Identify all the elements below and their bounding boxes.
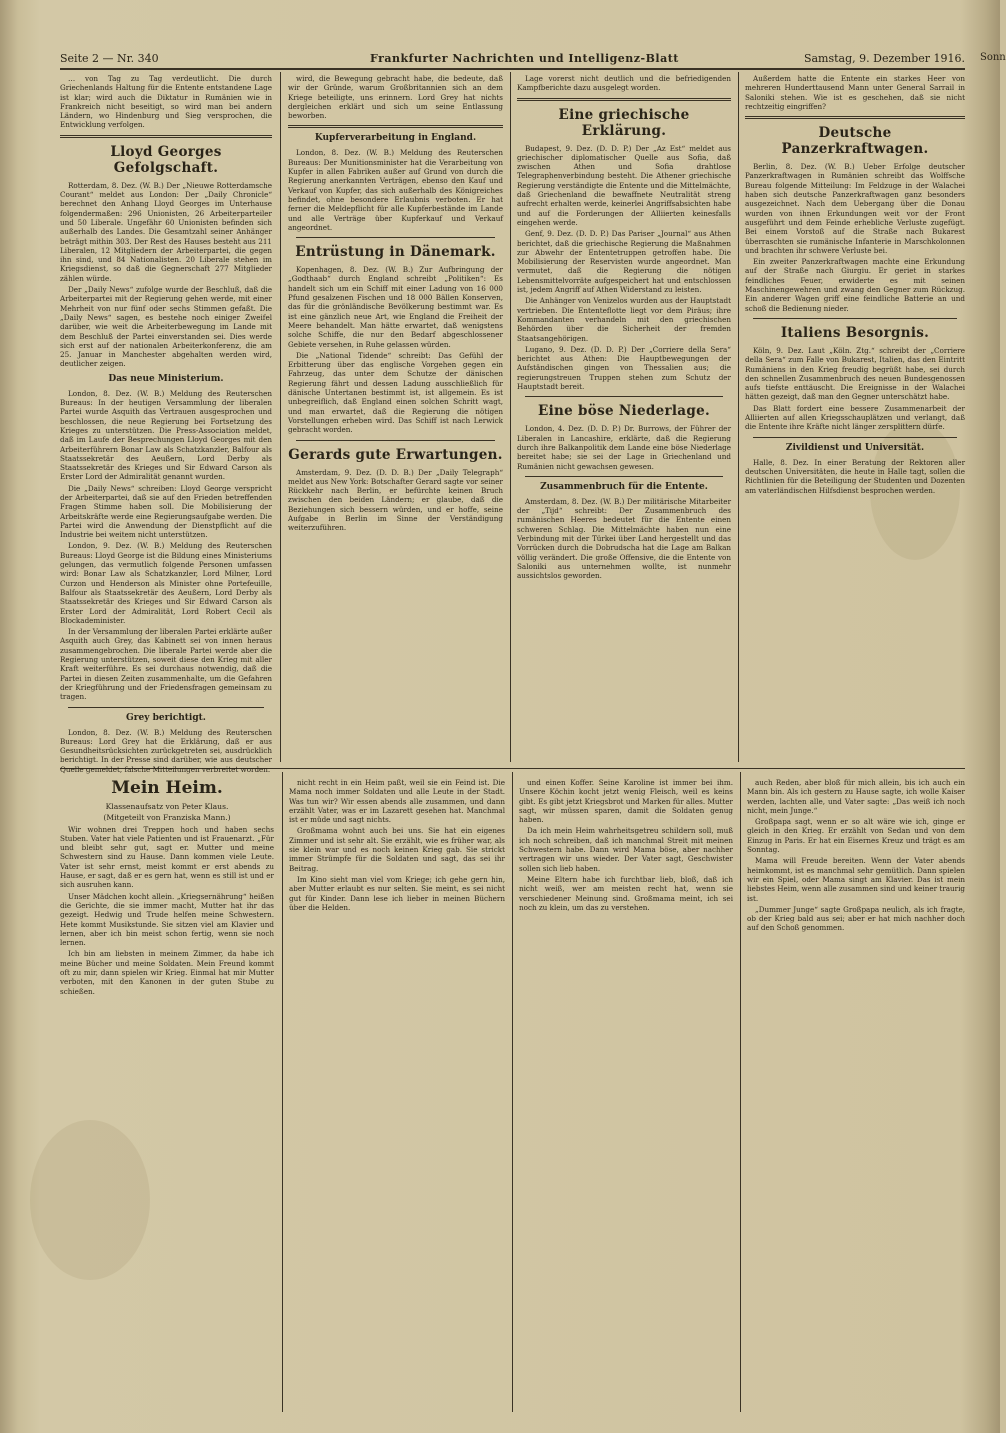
divider (296, 440, 495, 441)
article-text: London, 8. Dez. (W. B.) Meldung des Reuterschen Bureaus: In der heutigen Versammlung der liberalen Partei wurde Asquith das Vertrauen ausgesprochen und beschlossen, die neue Regierung bei Fortsetzung des Krieges zu unterstützen. Die Press-Association meldet, daß im Laufe der Besprechungen Lloyd Georges mit den Arbeiterführern Bonar Law als Schatzkanzler, Balfour als Staatssekretär des Aeußern, Lord Derby als Staatssekretär des Krieges und Sir Edward Carson als Erster Lord der Admiralität genannt wurden. (60, 388, 272, 482)
divider (525, 476, 723, 477)
story-text: auch Reden, aber bloß für mich allein, bis ich auch ein Mann bin. Als ich gestern zu Hause sagte, ich wolle Kaiser werden, lachten alle, und Vater sagte: „Das weiß ich noch nicht, mein Junge.“ (747, 778, 965, 815)
article-text: Rotterdam, 8. Dez. (W. B.) Der „Nieuwe Rotterdamsche Courant“ meldet aus London: Der „Daily Chronicle“ berechnet den Anhang Lloyd Georges im Unterhause folgendermaßen: 296 Unionisten, 26 Arbeiterparteiler und 50 Liberale. Ungefähr 60 Unionisten befinden sich außerhalb des Landes. Die Gesamtzahl seiner Anhänger beträgt mithin 303. Der Rest des Hauses besteht aus 211 Liberalen, 12 Mitgliedern der Arbeiterpartei, die gegen ihn sind, und 84 Nationalisten. 20 Liberale stehen im Kriegsdienst, so daß die Gegnerschaft 277 Mitglieder zählen würde. (60, 180, 272, 283)
column-rule (512, 772, 513, 1412)
story-text: nicht recht in ein Heim paßt, weil sie ein Feind ist. Die Mama noch immer Soldaten und alle Leute in der Stadt. Was tun wir? Wir essen abends alle zusammen, und dann erzählt Vater, was er im Lazarett gesehen hat. Manchmal ist er müde und sagt nichts. (289, 778, 505, 825)
article-text: London, 8. Dez. (W. B.) Meldung des Reuterschen Bureaus: Der Munitionsminister hat die Verarbeitung von Kupfer in allen Fabriken außer auf Grund von durch die Regierung anerkannten Verträgen, ebenso den Kauf und Verkauf von Kupfer, das sich außerhalb des Königreiches befindet, ohne besondere Erlaubnis verboten. Er hat ferner die Meldepflicht für alle Kupferbestände im Lande und alle Verträge über Kupferkauf und Verkauf angeordnet. (288, 148, 503, 232)
article-text: Das Blatt fordert eine bessere Zusammenarbeit der Alliierten auf allen Kriegsschauplätzen und verlangt, daß die Entente ihre Kräfte nicht länger zersplittern dürfe. (745, 403, 965, 432)
page-number: Seite 2 — Nr. 340 (60, 52, 159, 65)
story-column-2 (289, 778, 505, 1414)
article-text: Ein zweiter Panzerkraftwagen machte eine Erkundung auf der Straße nach Giurgiu. Er geriet in starkes feindliches Feuer, erwiderte es mit seinen Maschinengewehren und zwang den Gegner zum Rückzug. Ein anderer Wagen griff eine feindliche Batterie an und schoß die Bedienung nieder. (745, 257, 965, 313)
article-headline: Entrüstung in Dänemark. (295, 244, 496, 261)
article-headline: Kupferverarbeitung in England. (314, 133, 477, 144)
divider (296, 237, 495, 238)
article-text: Außerdem hatte die Entente ein starkes Heer von mehreren Hunderttausend Mann unter General Sarrail in Saloniki stehen. Wie ist es geschehen, daß sie nicht rechtzeitig eingriffen? (745, 74, 965, 111)
article-text: In der Versammlung der liberalen Partei erklärte außer Asquith auch Grey, das Kabinett sei von innen heraus zusammengebrochen. Die liberale Partei werde aber die Regierung unterstützen, soweit diese den Krieg mit aller Kraft weiterführe. Es sei durchaus notwendig, daß die Partei in diesen Zeiten zusammenhalte, um die Gefahren der Kriegführung und der Friedensfragen gemeinsam zu tragen. (60, 627, 272, 702)
story-column-4 (747, 778, 965, 1414)
paper-name: Frankfurter Nachrichten und Intelligenz-Blatt (370, 52, 679, 65)
story-text: „Dummer Junge“ sagte Großpapa neulich, als ich fragte, ob der Krieg bald aus sei; aber er hat mich nachher doch auf den Schoß genommen. (747, 904, 965, 933)
story-column-1 (60, 774, 274, 1414)
story-text: Mama will Freude bereiten. Wenn der Vater abends heimkommt, ist es manchmal sehr gemütlich. Dann spielen wir ein Spiel, oder Mama singt am Klavier. Das ist mein liebstes Heim, wenn alle zusammen sind und keiner traurig ist. (747, 856, 965, 903)
article-text: Halle, 8. Dez. In einer Beratung der Rektoren aller deutschen Universitäten, die heute in Halle tagt, sollen die Richtlinien für die Beteiligung der Studenten und Dozenten am vaterländischen Hilfsdienst besprochen werden. (745, 457, 965, 495)
article-text: … von Tag zu Tag verdeutlicht. Die durch Griechenlands Haltung für die Entente entstandene Lage ist klar; wird auch die Diktatur in Rumänien wie in Frankreich nicht beseitigt, so wird man bei andern Ländern, wo Hindenburg und Sieg versprochen, die Entwicklung verfolgen. (60, 74, 272, 130)
article-headline: Eine böse Niederlage. (538, 403, 710, 420)
divider (288, 125, 503, 128)
article-text: Genf, 9. Dez. (D. D. P.) Das Pariser „Journal“ aus Athen berichtet, daß die griechische Regierung die Maßnahmen zur Abwehr der Ententetruppen getroffen habe. Die Mobilisierung der Reservisten wurde angeordnet. Man vermutet, daß die Regierung die nötigen Lebensmittelvorräte aufgespeichert hat und entschlossen ist, jedem Angriff auf Athen Widerstand zu leisten. (517, 229, 731, 295)
article-text: Der „Daily News“ zufolge wurde der Beschluß, daß die Arbeiterpartei mit der Regierung gehen werde, mit einer Mehrheit von nur fünf oder sechs Stimmen gefaßt. Die „Daily News“ sagen, es bestehe noch einiger Zweifel darüber, wie weit die Arbeiterbewegung im Lande mit dem Beschluß der Partei einverstanden sei. Dies werde sich erst auf der nationalen Arbeiterkonferenz, die am 25. Januar in Manchester abgehalten werden wird, deutlicher zeigen. (60, 285, 272, 369)
story-text: Meine Eltern habe ich furchtbar lieb, bloß, daß ich nicht weiß, wer am meisten recht hat, wenn sie verschiedener Meinung sind. Großmama meint, ich sei noch zu klein, um das zu verstehen. (519, 874, 733, 912)
article-text: Lugano, 9. Dez. (D. D. P.) Der „Corriere della Sera“ berichtet aus Athen: Die Hauptbewegungen der Aufständischen gingen von Thessalien aus; die regierungstreuen Truppen stehen zum Schutz der Hauptstadt bereit. (517, 344, 731, 392)
issue-date: Samstag, 9. Dezember 1916. (803, 52, 965, 65)
next-page-fragment: Sonn (980, 52, 1006, 63)
story-text: Im Kino sieht man viel vom Kriege; ich gehe gern hin, aber Mutter erlaubt es nur selten. Sie meint, es sei nicht gut für Kinder. Dann lese ich lieber in meinen Büchern über die Helden. (289, 874, 505, 912)
story-text: Wir wohnen drei Treppen hoch und haben sechs Stuben. Vater hat viele Patienten und ist Frauenarzt. „Für und bleibt sehr gut, sagt er. Mutter und meine Schwestern sind zu Hause. Dann kommen viele Leute. Vater ist sehr ernst, meist kommt er erst abends zu Hause, er sagt, daß er es gern hat, wenn es still ist und er sich ausruhen kann. (60, 824, 274, 890)
article-headline: Grey berichtigt. (126, 712, 206, 723)
divider (517, 98, 731, 101)
article-headline: Lloyd Georges Gefolgschaft. (110, 143, 222, 176)
story-byline: (Mitgeteilt von Franziska Mann.) (103, 813, 231, 823)
divider (745, 116, 965, 119)
divider (525, 396, 723, 397)
article-headline: Eine griechische Erklärung. (558, 106, 690, 139)
article-text: London, 9. Dez. (W. B.) Meldung des Reuterschen Bureaus: Lloyd George ist die Bildung eines Ministeriums gelungen, das vermutlich folgende Personen umfassen wird: Bonar Law als Schatzkanzler, Lord Milner, Lord Curzon und Henderson als Minister ohne Portefeuille, Balfour als Staatssekretär des Aeußern, Lord Derby als Staatssekretär des Krieges und Sir Edward Carson als Erster Lord der Admiralität, Lord Robert Cecil als Blockademinister. (60, 541, 272, 625)
column-4 (745, 74, 965, 764)
article-text: Die Anhänger von Venizelos wurden aus der Hauptstadt vertrieben. Die Ententeflotte liegt vor dem Piräus; ihre Kommandanten verhandeln mit den griechischen Behörden über die Sicherheit der fremden Staatsangehörigen. (517, 296, 731, 343)
article-headline: Italiens Besorgnis. (780, 324, 930, 341)
story-subtitle: Klassenaufsatz von Peter Klaus. (105, 802, 229, 811)
divider (753, 318, 957, 319)
article-headline: Zivildienst und Universität. (785, 442, 925, 453)
story-text: Großpapa sagt, wenn er so alt wäre wie ich, ginge er gleich in den Krieg. Er erzählt von Sedan und von dem Einzug in Paris. Er hat ein Eisernes Kreuz und trägt es am Sonntag. (747, 817, 965, 855)
article-text: Lage vorerst nicht deutlich und die befriedigenden Kampfberichte dazu ausgelegt worden. (517, 74, 731, 93)
article-headline: Das neue Ministerium. (108, 373, 224, 384)
story-text: und einen Koffer. Seine Karoline ist immer bei ihm. Unsere Köchin kocht jetzt wenig Fleisch, weil es keins gibt. Es gibt jetzt Kriegsbrot und Marken für alles. Mutter sagt, wir müssen sparen, damit die Soldaten genug haben. (519, 778, 733, 825)
article-text: London, 4. Dez. (D. D. P.) Dr. Burrows, der Führer der Liberalen in Lancashire, erklärte, daß die Regierung durch ihre Balkanpolitik dem Lande eine böse Niederlage bereitet habe; sie sei der Lage in Griechenland und Rumänien nicht gewachsen gewesen. (517, 424, 731, 471)
column-3 (517, 74, 731, 764)
story-text: Ich bin am liebsten in meinem Zimmer, da habe ich meine Bücher und meine Soldaten. Mein Freund kommt oft zu mir, dann spielen wir Krieg. Einmal hat mir Mutter verboten, mit den Kanonen in der guten Stube zu schießen. (60, 949, 274, 996)
article-text: Die „National Tidende“ schreibt: Das Gefühl der Erbitterung über das englische Vorgehen gegen ein Fahrzeug, das unter dem Schutze der dänischen Regierung fährt und dessen Ladung ausschließlich für dänische Untertanen bestimmt ist, ist allgemein. Es ist unbegreiflich, daß England einen solchen Schritt wagt, und man erwartet, daß die Regierung die nötigen Vorstellungen erheben wird. Das Schiff ist nach Lerwick gebracht worden. (288, 350, 503, 435)
article-headline: Gerards gute Erwartungen. (288, 446, 503, 463)
article-headline: Zusammenbruch für die Entente. (540, 481, 708, 492)
article-text: Amsterdam, 9. Dez. (D. D. B.) Der „Daily Telegraph“ meldet aus New York: Botschafter Gerard sagte vor seiner Rückkehr nach Berlin, er befürchte keinen Bruch zwischen den beiden Ländern; er glaube, daß die Beziehungen sich bessern würden, und er hoffe, seine Aufgabe in Berlin im Sinne der Verständigung weiterzuführen. (288, 467, 503, 533)
column-rule (280, 72, 281, 762)
article-text: London, 8. Dez. (W. B.) Meldung des Reuterschen Bureaus: Lord Grey hat die Erklärung, daß er aus Gesundheitsrücksichten zurückgetreten sei, ausdrücklich berichtigt. In der Presse sind darüber, wie aus deutscher Quelle gemeldet, falsche Mitteilungen verbreitet worden. (60, 727, 272, 774)
article-text: Berlin, 8. Dez. (W. B.) Ueber Erfolge deutscher Panzerkraftwagen in Rumänien schreibt das Wolffsche Bureau folgende Mitteilung: Im Feldzuge in der Walachei haben sich deutsche Panzerkraftwagen ganz besonders ausgezeichnet. Nach dem Uebergang über die Donau wurden von ihnen Erkundungen weit vor der Front ausgeführt und dem Feinde erhebliche Verluste zugefügt. Bei einem Vorstoß auf die Straße nach Bukarest überraschten sie rumänische Infanterie in Marschkolonnen und brachten ihr schwere Verluste bei. (745, 162, 965, 255)
divider (753, 437, 957, 438)
masthead (60, 50, 965, 70)
article-text: wird, die Bewegung gebracht habe, die bedeute, daß wir der Gründe, warum Großbritannien sich an dem Kriege beteiligte, uns erinnern. Lord Grey hat nichts dergleichen erklärt und sich um seine Entlassung beworben. (288, 74, 503, 121)
article-text: Amsterdam, 8. Dez. (W. B.) Der militärische Mitarbeiter der „Tijd“ schreibt: Der Zusammenbruch des rumänischen Heeres bedeutet für die Entente einen schweren Schlag. Die Mittelmächte haben nun eine Verbindung mit der Türkei über Land hergestellt und das Vorrücken durch die Dobrudscha hat die Lage am Balkan völlig verändert. Die große Offensive, die die Entente von Saloniki aus unternehmen wollte, ist nunmehr aussichtslos geworden. (517, 496, 731, 581)
story-title: Mein Heim. (111, 778, 223, 798)
column-1 (60, 74, 272, 774)
article-text: Köln, 9. Dez. Laut „Köln. Ztg.“ schreibt der „Corriere della Sera“ zum Falle von Bukarest, Italien, das den Eintritt Rumäniens in den Krieg freudig begrüßt habe, sei durch den schnellen Zusammenbruch des neuen Bundesgenossen aufs tiefste enttäuscht. Die Ereignisse in der Walachei hätten gezeigt, daß man den Gegner unterschätzt habe. (745, 345, 965, 402)
article-text: Die „Daily News“ schreiben: Lloyd George verspricht der Arbeiterpartei, daß sie auf den Frieden betreffenden Fragen Stimme haben soll. Die Mobilisierung der Arbeitskräfte werde eine Regierungsaufgabe werden. Die Partei wird die Anwendung der Dienstpflicht auf die Industrie bei weitem nicht unterstützen. (60, 483, 272, 540)
story-text: Da ich mein Heim wahrheitsgetreu schildern soll, muß ich noch schreiben, daß ich manchmal Streit mit meinen Schwestern habe. Dann wird Mama böse, aber nachher vertragen wir uns wieder. Der Vater sagt, Geschwister sollen sich lieb haben. (519, 826, 733, 873)
story-text: Unser Mädchen kocht allein. „Kriegsernährung“ heißen die Gerichte, die sie immer macht, Mutter hat ihr das gezeigt. Hedwig und Trude helfen meine Schwestern. Hete kommt Musikstunde. Sie sitzen viel am Klavier und lernen, aber ich bin meist schon fertig, wenn sie noch lernen. (60, 891, 274, 948)
column-rule (740, 772, 741, 1412)
column-rule (738, 72, 739, 762)
column-2 (288, 74, 503, 764)
divider (60, 135, 272, 138)
divider (68, 707, 264, 708)
story-text: Großmama wohnt auch bei uns. Sie hat ein eigenes Zimmer und ist sehr alt. Sie erzählt, wie es früher war, als sie klein war und es noch keinen Krieg gab. Sie strickt immer Strümpfe für die Soldaten und sagt, das sei ihr Beitrag. (289, 826, 505, 873)
story-column-3 (519, 778, 733, 1414)
article-text: Kopenhagen, 8. Dez. (W. B.) Zur Aufbringung der „Godthaab“ durch England schreibt „Politiken“: Es handelt sich um ein Schiff mit einer Ladung von 16 000 Pfund gesalzenen Fischen und 18 000 Bällen Konserven, das für die grönländische Bevölkerung bestimmt war. Es ist eine gänzlich neue Art, wie England die Freiheit der Meere behandelt. Man hätte erwartet, daß wenigstens solche Schiffe, die nur den Bedarf abgeschlossener Gebiete versehen, in Ruhe gelassen würden. (288, 265, 503, 349)
article-headline: Deutsche Panzerkraftwagen. (781, 125, 929, 158)
article-text: Budapest, 9. Dez. (D. D. P.) Der „Az Est“ meldet aus griechischer diplomatischer Quelle aus Sofia, daß zwischen Athen und Sofia drahtlose Telegraphenverbindung besteht. Die Athener griechische Regierung verständigte die Entente und die Mittelmächte, daß Griechenland die bewaffnete Neutralität streng aufrecht erhalten werde, keinerlei Angriffsabsichten habe und auf die Forderungen der Alliierten keinesfalls eingehen werde. (517, 143, 731, 227)
column-rule (510, 72, 511, 762)
column-rule (282, 772, 283, 1412)
